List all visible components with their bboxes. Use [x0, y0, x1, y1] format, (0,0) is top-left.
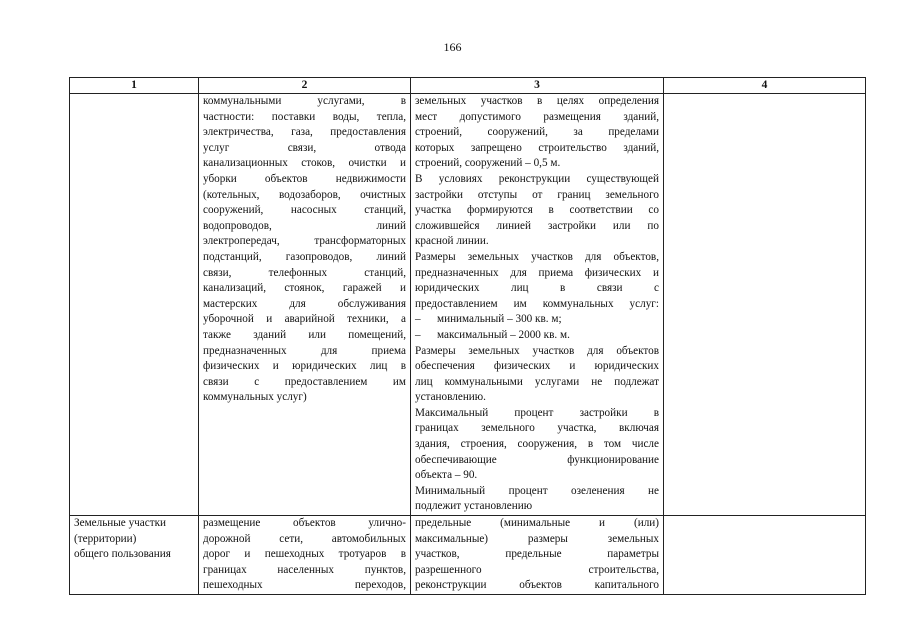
- text-line: связи, телефонных станций,: [203, 266, 406, 279]
- text-line: предельные (минимальные и (или): [415, 517, 659, 530]
- text-line: мест допустимого размещения зданий,: [415, 110, 659, 123]
- text-line: мастерских для обслуживания: [203, 297, 406, 310]
- parameters-text: [415, 94, 659, 312]
- page-number: 166: [443, 40, 462, 54]
- text-line: канализационных стоков, очистки и: [203, 157, 406, 170]
- text-line: частности: поставки воды, тепла,: [203, 110, 406, 123]
- text-line: которых запрещено строительство зданий,: [415, 141, 659, 154]
- text-line: предоставлением им коммунальных услуг:: [415, 297, 659, 310]
- text-line: уборки объектов недвижимости: [203, 172, 406, 185]
- dash-bullet-icon: –: [415, 313, 421, 326]
- text-line: Размеры земельных участков для объектов: [415, 344, 659, 357]
- text-line: пешеходных переходов,: [203, 579, 406, 592]
- text-line: водопроводов, линий: [203, 219, 406, 232]
- text-line: обеспечения физических и юридических: [415, 360, 659, 373]
- text-line: подстанций, газопроводов, линий: [203, 250, 406, 263]
- row2-col2-cell: [199, 516, 411, 595]
- list-item: [415, 312, 659, 328]
- text-line: земельных участков в целях определения: [415, 95, 659, 107]
- dash-bullet-icon: –: [415, 328, 421, 341]
- text-line: коммунальными услугами, в: [203, 95, 406, 107]
- text-line: разрешенного строительства,: [415, 563, 659, 576]
- text-line: максимальные) размеры земельных: [415, 532, 659, 545]
- row2-col1-cell: [70, 516, 199, 595]
- text-line: Максимальный процент застройки в: [415, 406, 659, 419]
- text-line: дорог и пешеходных тротуаров в: [203, 548, 406, 561]
- text-line: строений, сооружений – 0,5 м.: [415, 157, 561, 170]
- column-header: 4: [664, 78, 866, 94]
- row1-col1-cell: [70, 94, 199, 516]
- text-line: юридических лиц в связи с: [415, 282, 659, 295]
- text-line: также зданий или помещений,: [203, 328, 406, 341]
- text-line: предназначенных для приема физических и: [415, 266, 659, 279]
- text-line: Земельные участки: [74, 517, 167, 530]
- text-line: размещение объектов улично-: [203, 517, 406, 530]
- text-line: физических и юридических лиц в: [203, 360, 406, 373]
- row1-col3-cell: [411, 94, 664, 516]
- text-line: красной линии.: [415, 235, 489, 248]
- text-line: участка формируются в соответствии со: [415, 204, 659, 217]
- text-line: границах земельного участка, включая: [415, 422, 659, 435]
- text-line: дорожной сети, автомобильных: [203, 532, 406, 545]
- regulations-table: [69, 77, 866, 595]
- text-line: канализаций, стоянок, гаражей и: [203, 282, 406, 295]
- column-header: 1: [70, 78, 199, 94]
- text-line: Размеры земельных участков для объектов,: [415, 250, 659, 263]
- text-line: строений, сооружений, за пределами: [415, 126, 659, 139]
- table-row: [70, 516, 866, 595]
- table-row: [70, 94, 866, 516]
- row2-col4-cell: [664, 516, 866, 595]
- text-line: (котельных, водозаборов, очистных: [203, 188, 406, 201]
- text-line: участков, предельные параметры: [415, 548, 659, 561]
- text-line: общего пользования: [74, 548, 171, 561]
- text-line: уборочной и аварийной техники, а: [203, 313, 406, 326]
- text-line: сооружений, насосных станций,: [203, 204, 406, 217]
- list-item-text: минимальный – 300 кв. м;: [437, 313, 562, 326]
- text-line: здания, строения, сооружения, в том числе: [415, 438, 659, 451]
- text-line: (территории): [74, 532, 137, 545]
- text-line: сложившейся линией застройки или по: [415, 219, 659, 232]
- row1-col2-cell: [199, 94, 411, 516]
- text-line: лиц коммунальными услугами не подлежат: [415, 375, 659, 388]
- text-line: услуг связи, отвода: [203, 141, 406, 154]
- parameters-text-continued: [415, 344, 659, 516]
- list-item-text: максимальный – 2000 кв. м.: [437, 328, 570, 341]
- usage-description: [203, 516, 406, 594]
- area-limits-list: [415, 312, 659, 343]
- text-line: застройки отступы от границ земельного: [415, 188, 659, 201]
- usage-description: [203, 94, 406, 406]
- list-item: [415, 328, 659, 344]
- text-line: объекта – 90.: [415, 469, 478, 482]
- zone-name: [74, 516, 194, 563]
- text-line: границах населенных пунктов,: [203, 563, 406, 576]
- parameters-text: [415, 516, 659, 594]
- text-line: предназначенных для приема: [203, 344, 406, 357]
- row1-col4-cell: [664, 94, 866, 516]
- text-line: подлежит установлению: [415, 500, 533, 513]
- column-header: 3: [411, 78, 664, 94]
- text-line: электропередач, трансформаторных: [203, 235, 406, 248]
- table-header-row: [70, 78, 866, 94]
- text-line: связи с предоставлением им: [203, 375, 406, 388]
- text-line: обеспечивающие функционирование: [415, 453, 659, 466]
- text-line: установлению.: [415, 391, 486, 404]
- text-line: коммунальных услуг): [203, 391, 307, 404]
- row2-col3-cell: [411, 516, 664, 595]
- column-header: 2: [199, 78, 411, 94]
- text-line: Минимальный процент озеленения не: [415, 484, 659, 497]
- text-line: электричества, газа, предоставления: [203, 126, 406, 139]
- text-line: В условиях реконструкции существующей: [415, 172, 659, 185]
- text-line: реконструкции объектов капитального: [415, 579, 659, 592]
